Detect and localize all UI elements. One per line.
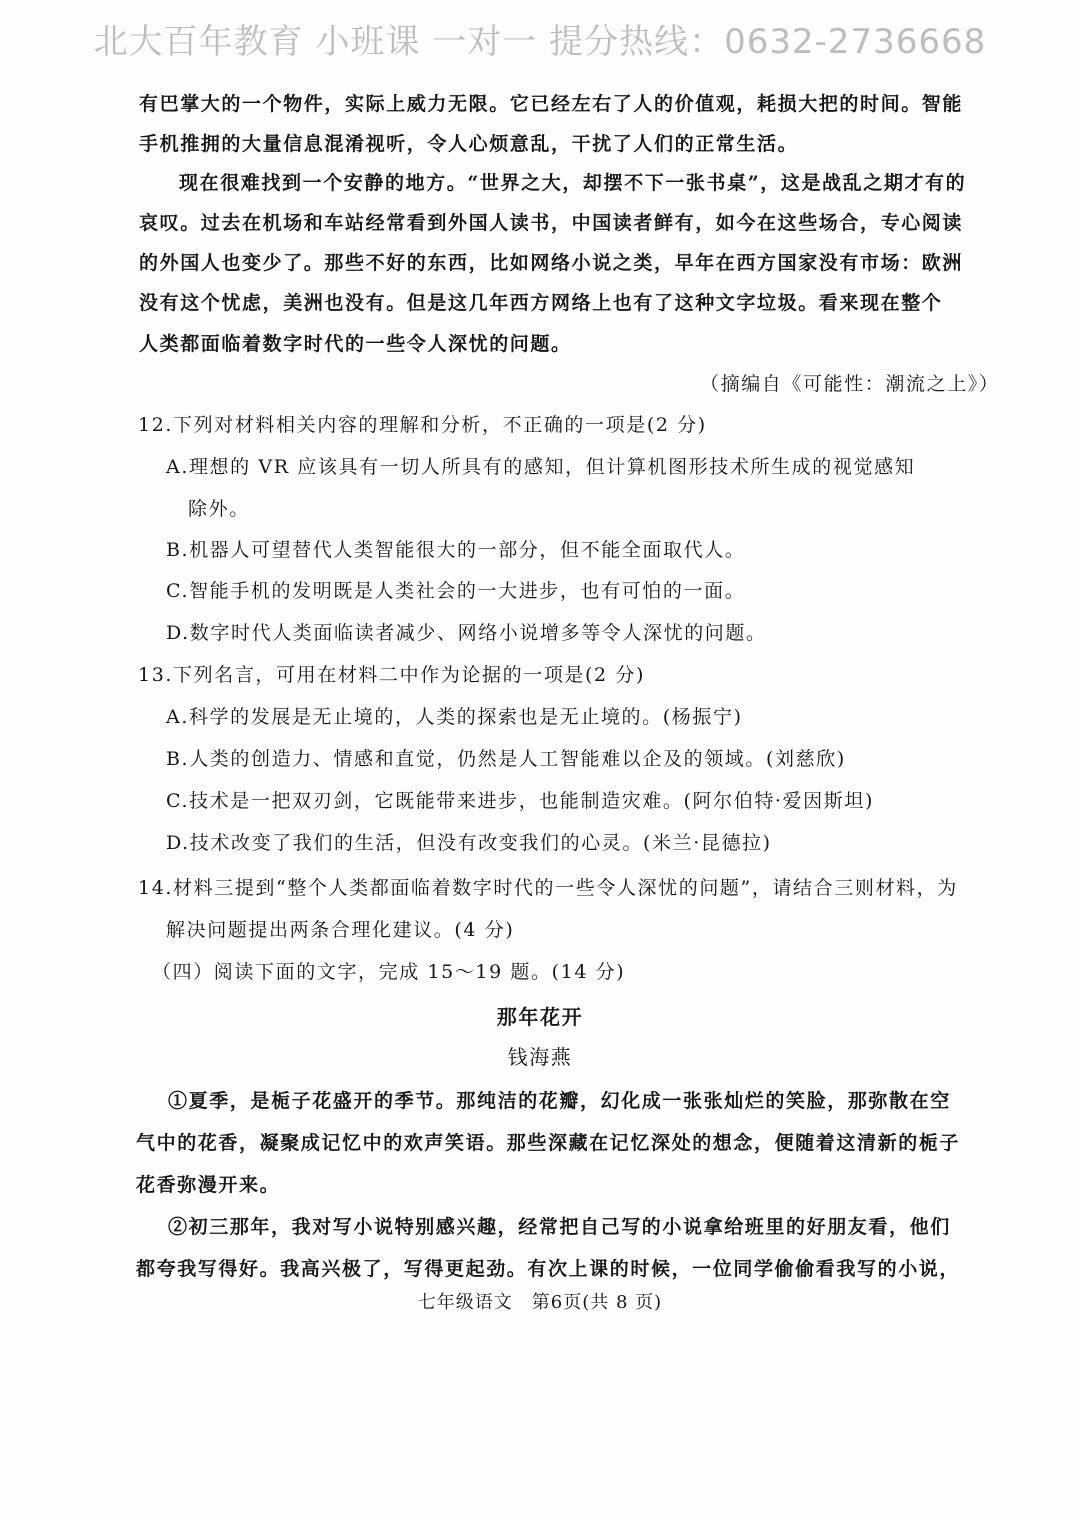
- material3-line-1: 有巴掌大的一个物件，实际上威力无限。它已经左右了人的价值观，耗损大把的时间。智能: [139, 93, 964, 115]
- story-title: 那年花开: [496, 1005, 584, 1029]
- material3-line-2: 手机推拥的大量信息混淆视听，令人心烦意乱，干扰了人们的正常生活。: [139, 133, 799, 155]
- question-12-option-d: D.数字时代人类面临读者减少、网络小说增多等令人深忧的问题。: [166, 622, 767, 644]
- question-12-option-a: A.理想的 VR 应该具有一切人所具有的感知，但计算机图形技术所生成的视觉感知: [166, 456, 916, 478]
- question-12-option-b: B.机器人可望替代人类智能很大的一部分，但不能全面取代人。: [166, 539, 746, 561]
- question-12-option-a-cont: 除外。: [188, 498, 250, 520]
- question-12-stem: 12.下列对材料相关内容的理解和分析，不正确的一项是(2 分): [138, 414, 707, 436]
- question-14-line-2: 解决问题提出两条合理化建议。(4 分): [166, 919, 515, 941]
- question-14-line-1: 14.材料三提到“整个人类都面临着数字时代的一些令人深忧的问题”，请结合三则材料，为: [138, 877, 958, 899]
- material3-line-3: 现在很难找到一个安静的地方。“世界之大，却摆不下一张书桌”，这是战乱之期才有的: [179, 172, 967, 194]
- story-paragraph-2-line-1: ②初三那年，我对写小说特别感兴趣，经常把自己写的小说拿给班里的好朋友看，他们: [168, 1216, 951, 1238]
- page-footer: 七年级语文 第6页(共 8 页): [417, 1292, 663, 1313]
- question-13-option-d: D.技术改变了我们的生活，但没有改变我们的心灵。(米兰·昆德拉): [166, 832, 772, 854]
- section-4-heading: （四）阅读下面的文字，完成 15～19 题。(14 分): [152, 961, 626, 983]
- question-13-option-b: B.人类的创造力、情感和直觉，仍然是人工智能难以企及的领域。(刘慈欣): [166, 748, 846, 770]
- story-paragraph-1-line-1: ①夏季，是栀子花盛开的季节。那纯洁的花瓣，幻化成一张张灿烂的笑脸，那弥散在空: [168, 1090, 951, 1112]
- story-author: 钱海燕: [507, 1045, 573, 1069]
- question-13-option-c: C.技术是一把双刃剑，它既能带来进步，也能制造灾难。(阿尔伯特·爱因斯坦): [166, 790, 874, 812]
- material3-source: （摘编自《可能性：潮流之上》）: [700, 373, 1000, 395]
- material3-line-6: 没有这个忧虑，美洲也没有。但是这几年西方网络上也有了这种文字垃圾。看来现在整个: [139, 292, 943, 314]
- question-12-option-c: C.智能手机的发明既是人类社会的一大进步，也有可怕的一面。: [166, 580, 746, 602]
- material3-line-5: 的外国人也变少了。那些不好的东西，比如网络小说之类，早年在西方国家没有市场：欧洲: [139, 252, 964, 274]
- material3-line-7: 人类都面临着数字时代的一些令人深忧的问题。: [139, 333, 572, 355]
- watermark-banner: 北大百年教育 小班课 一对一 提分热线：0632-2736668: [93, 22, 987, 62]
- question-13-option-a: A.科学的发展是无止境的，人类的探索也是无止境的。(杨振宁): [166, 706, 743, 728]
- story-paragraph-1-line-3: 花香弥漫开来。: [136, 1174, 281, 1196]
- story-paragraph-1-line-2: 气中的花香，凝聚成记忆中的欢声笑语。那些深藏在记忆深处的想念，便随着这清新的栀子: [136, 1132, 961, 1154]
- story-paragraph-2-line-2: 都夸我写得好。我高兴极了，写得更起劲。有次上课的时候，一位同学偷偷看我写的小说，: [136, 1258, 961, 1280]
- material3-line-4: 哀叹。过去在机场和车站经常看到外国人读书，中国读者鲜有，如今在这些场合，专心阅读: [139, 212, 964, 234]
- question-13-stem: 13.下列名言，可用在材料二中作为论据的一项是(2 分): [138, 664, 645, 686]
